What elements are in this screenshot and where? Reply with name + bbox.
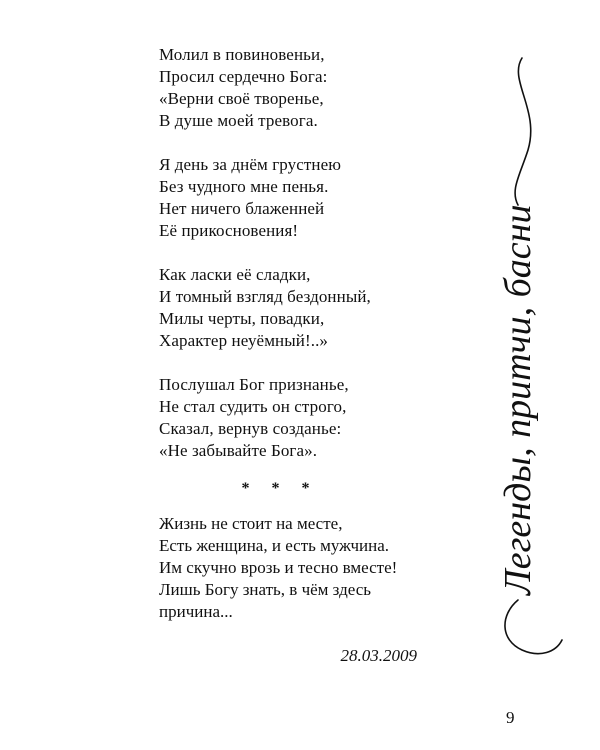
poem-line: Лишь Богу знать, в чём здесь xyxy=(159,580,372,599)
poem-line: причина... xyxy=(159,602,233,621)
poem-line: Просил сердечно Бога: xyxy=(159,67,328,86)
side-running-title xyxy=(470,40,570,680)
poem-date: 28.03.2009 xyxy=(340,646,417,665)
stanza xyxy=(159,374,459,462)
poem-line: Характер неуёмный!..» xyxy=(159,331,329,350)
poem-line: Есть женщина, и есть мужчина. xyxy=(159,536,390,555)
stanza xyxy=(159,264,459,352)
poem-line: Жизнь не стоит на месте, xyxy=(159,514,343,533)
poem-line: И томный взгляд бездонный, xyxy=(159,287,371,306)
page-number: 9 xyxy=(506,708,515,727)
poem-line: «Верни своё творенье, xyxy=(159,89,324,108)
poem-line: Не стал судить он строго, xyxy=(159,397,347,416)
poem-line: Без чудного мне пенья. xyxy=(159,177,329,196)
poem-line: Как ласки её сладки, xyxy=(159,265,311,284)
poem-second xyxy=(159,513,459,623)
stanza xyxy=(159,154,459,242)
side-title-flourish xyxy=(470,40,570,680)
poem-first xyxy=(159,44,459,484)
stanza xyxy=(159,44,459,132)
side-title-text: Легенды, притчи, басни xyxy=(497,204,539,595)
poem-line: Послушал Бог признанье, xyxy=(159,375,349,394)
poem-line: Молил в повиновеньи, xyxy=(159,45,325,64)
section-separator: * * * xyxy=(241,480,319,497)
poem-line: Милы черты, повадки, xyxy=(159,309,325,328)
poem-line: Сказал, вернув созданье: xyxy=(159,419,342,438)
poem-line: Нет ничего блаженней xyxy=(159,199,325,218)
poem-line: Её прикосновения! xyxy=(159,221,299,240)
poem-line: «Не забывайте Бога». xyxy=(159,441,318,460)
poem-line: Им скучно врозь и тесно вместе! xyxy=(159,558,398,577)
poem-line: Я день за днём грустнею xyxy=(159,155,342,174)
poem-line: В душе моей тревога. xyxy=(159,111,318,130)
